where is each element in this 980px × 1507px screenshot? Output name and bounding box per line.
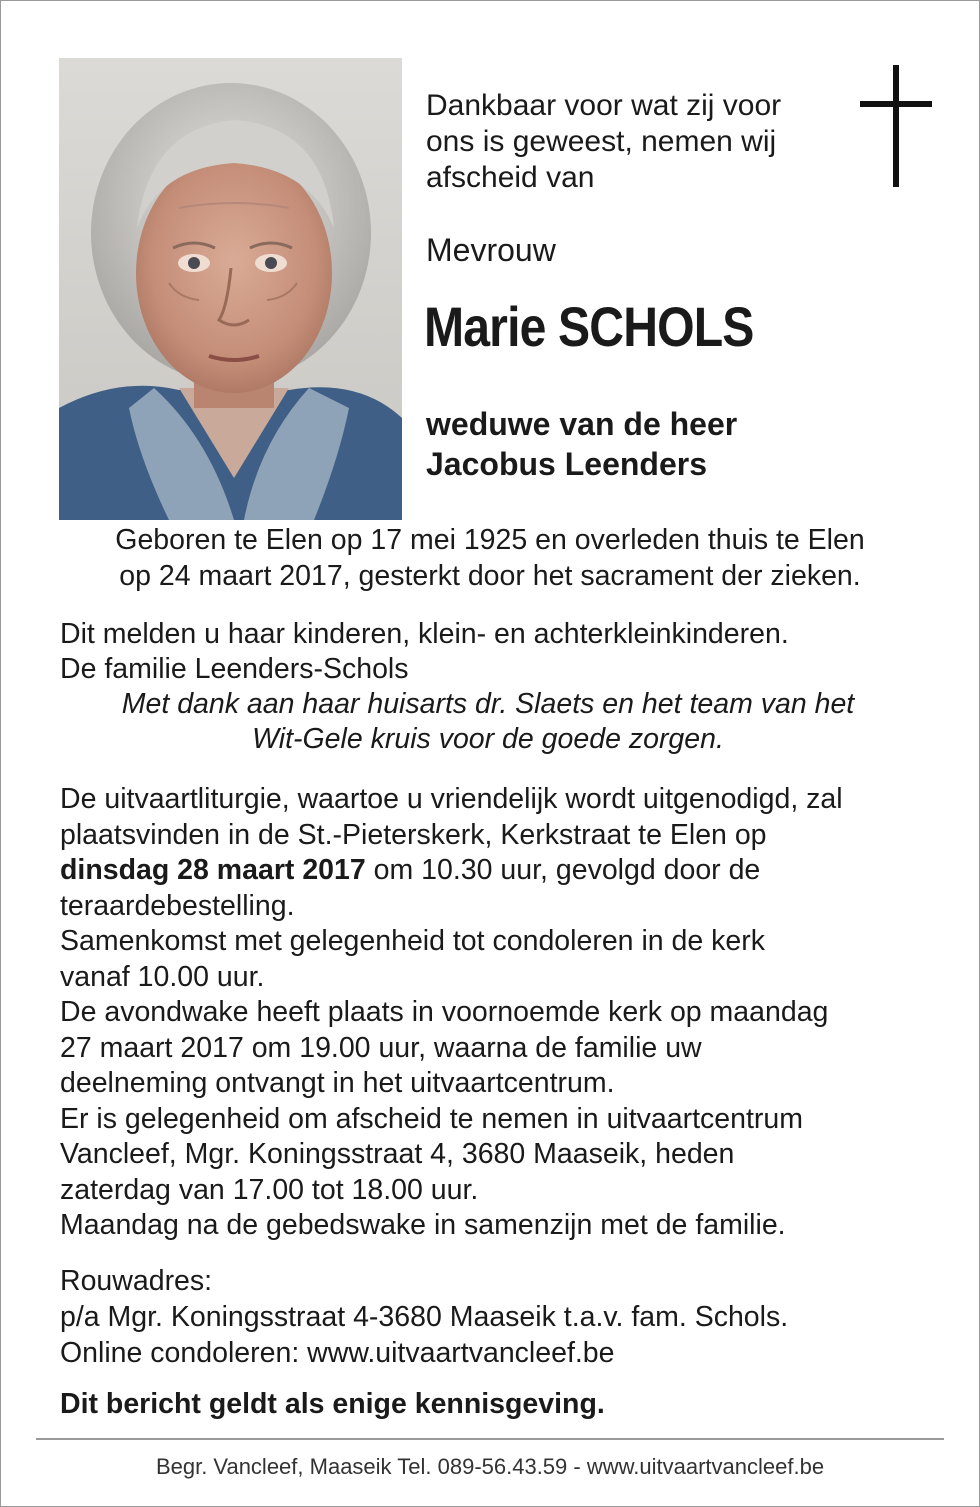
ceremony-line: Maandag na de gebedswake in samenzijn met de familie. — [60, 1209, 786, 1241]
family-name: De familie Leenders-Schols — [60, 653, 409, 685]
deceased-name: Marie SCHOLS — [424, 295, 754, 358]
title-prefix: Mevrouw — [426, 232, 556, 268]
notice-statement: Dit bericht geldt als enige kennisgeving. — [60, 1388, 605, 1420]
intro-line: ons is geweest, nemen wij — [426, 125, 777, 158]
widow-line: weduwe van de heer — [426, 406, 738, 442]
ceremony-line: De uitvaartliturgie, waartoe u vriendelijk wordt uitgenodigd, zal — [60, 783, 843, 815]
ceremony-line: plaatsvinden in de St.-Pieterskerk, Kerkstraat te Elen op — [60, 818, 767, 851]
intro-line: afscheid van — [426, 161, 595, 194]
death-line: op 24 maart 2017, gesterkt door het sacrament der zieken. — [119, 560, 861, 592]
widow-of — [426, 404, 737, 484]
online-condolence-line: Online condoleren: www.uitvaartvancleef.be — [60, 1337, 615, 1369]
ceremony-line: teraardebestelling. — [60, 889, 295, 922]
intro-line: Dankbaar voor wat zij voor — [426, 89, 782, 122]
ceremony-line: De avondwake heeft plaats in voornoemde kerk op maandag — [60, 996, 829, 1028]
ceremony-date-line — [60, 853, 940, 889]
funeral-home-footer: Begr. Vancleef, Maaseik Tel. 089-56.43.59 - www.uitvaartvancleef.be — [155, 1454, 825, 1479]
intro-text — [426, 88, 846, 196]
funeral-time: om 10.30 uur, gevolgd door de — [365, 854, 761, 886]
thanks-line: Met dank aan haar huisarts dr. Slaets en het team van het — [121, 688, 855, 720]
ceremony-line: Er is gelegenheid om afscheid te nemen in uitvaartcentrum — [60, 1102, 803, 1135]
family-announcement — [60, 617, 930, 687]
ceremony-line: Samenkomst met gelegenheid tot condoleren in de kerk — [60, 925, 765, 957]
portrait-photo — [59, 58, 402, 520]
latin-cross-icon — [860, 65, 932, 187]
ceremony-line: zaterdag van 17.00 tot 18.00 uur. — [60, 1173, 479, 1206]
ceremony-line: vanaf 10.00 uur. — [60, 960, 265, 993]
funeral-date: dinsdag 28 maart 2017 — [60, 854, 366, 886]
thanks-line: Wit-Gele kruis voor de goede zorgen. — [252, 723, 724, 755]
address-heading: Rouwadres: — [60, 1265, 213, 1297]
birth-line: Geboren te Elen op 17 mei 1925 en overleden thuis te Elen — [115, 524, 865, 556]
ceremony-line: Vancleef, Mgr. Koningsstraat 4, 3680 Maaseik, heden — [60, 1138, 735, 1170]
birth-death-info — [60, 522, 920, 594]
address-line: p/a Mgr. Koningsstraat 4-3680 Maaseik t.a.v. fam. Schols. — [60, 1301, 789, 1333]
thanks-note — [60, 687, 916, 757]
family-line: Dit melden u haar kinderen, klein- en achterkleinkinderen. — [60, 618, 789, 650]
spouse-name: Jacobus Leenders — [426, 446, 707, 482]
mourning-address — [60, 1263, 940, 1371]
ceremony-line: 27 maart 2017 om 19.00 uur, waarna de familie uw — [60, 1031, 702, 1064]
ceremony-line: deelneming ontvangt in het uitvaartcentrum. — [60, 1067, 615, 1099]
ceremony-details — [60, 782, 940, 1244]
footer-divider — [36, 1438, 944, 1440]
